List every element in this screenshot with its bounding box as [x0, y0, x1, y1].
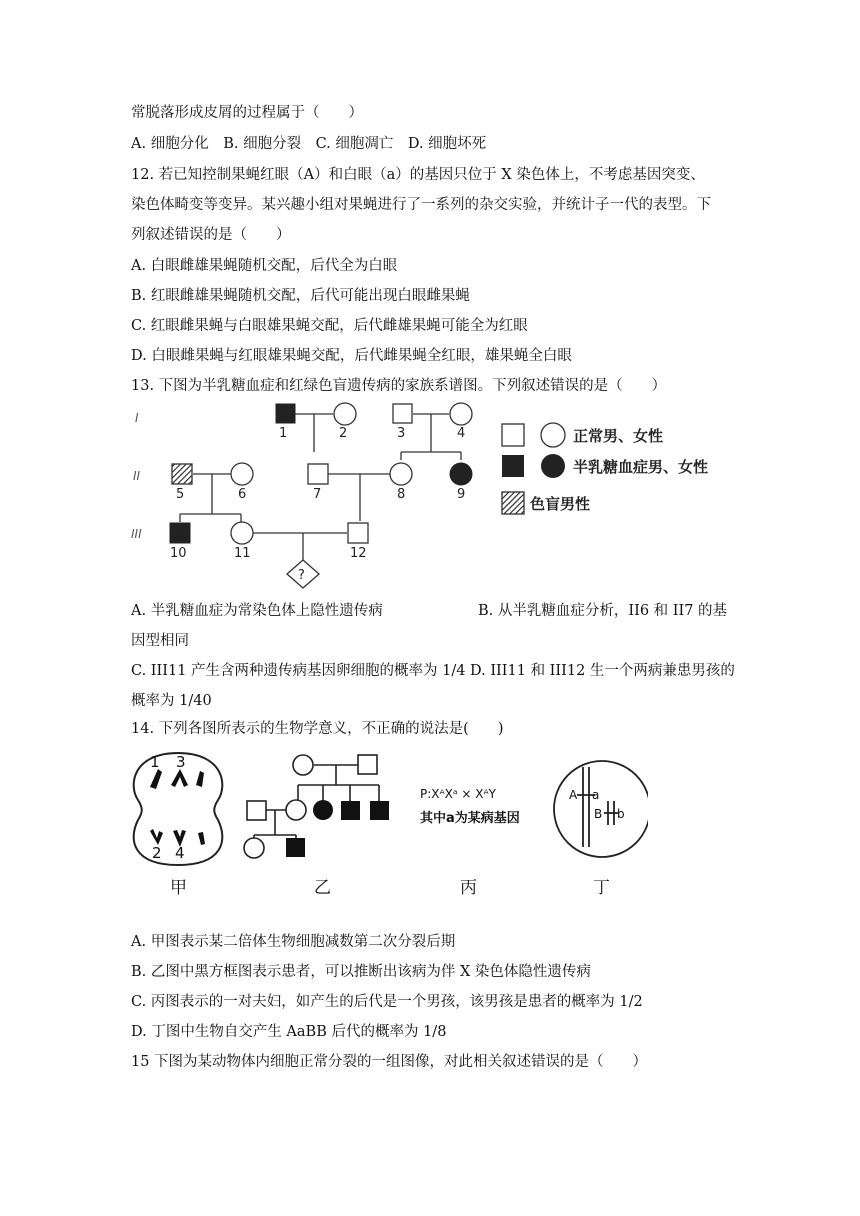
id-label-12: 12 [350, 546, 367, 561]
q11-options: A. 细胞分化 B. 细胞分裂 C. 细胞凋亡 D. 细胞坏死 [131, 136, 487, 152]
legend-normal-label: 正常男、女性 [573, 427, 664, 445]
q14-option-d: D. 丁图中生物自交产生 AaBB 后代的概率为 1/8 [131, 1024, 447, 1040]
q13-option-a: A. 半乳糖血症为常染色体上隐性遗传病 [131, 603, 383, 619]
jia-label-4: 4 [175, 844, 185, 862]
yi-son-affected-2 [370, 801, 389, 820]
q12-option-c: C. 红眼雌果蝇与白眼雄果蝇交配，后代雌雄果蝇可能全为红眼 [131, 318, 528, 334]
pedigree-individual-8 [390, 463, 412, 485]
id-label-1: 1 [279, 426, 288, 441]
id-label-5: 5 [176, 487, 185, 502]
id-label-9: 9 [457, 487, 466, 502]
pedigree-individual-5 [172, 464, 192, 484]
id-label-unknown: ? [298, 568, 305, 583]
pedigree-individual-3 [393, 404, 412, 423]
q14-option-b: B. 乙图中黑方框图表示患者，可以推断出该病为伴 X 染色体隐性遗传病 [131, 964, 591, 980]
gen-label-i: I [135, 411, 139, 425]
id-label-8: 8 [397, 487, 406, 502]
caption-ding: 丁 [593, 878, 610, 898]
pedigree-individual-2 [334, 403, 356, 425]
q12-stem-line1: 12. 若已知控制果蝇红眼（A）和白眼（a）的基因只位于 X 染色体上，不考虑基因突变、 [131, 167, 705, 183]
gen-label-iii: III [131, 527, 142, 541]
jia-chromosome-3b [196, 771, 204, 787]
jia-chromosome-1 [150, 769, 162, 789]
q13-option-d: D. III11 和 III12 生一个两病兼患男孩的 [470, 663, 735, 679]
bing-note: 其中a为某病基因 [420, 811, 520, 826]
legend-normal-female-icon [541, 423, 565, 447]
q14-option-c: C. 丙图表示的一对夫妇，如产生的后代是一个男孩，该男孩是患者的概率为 1/2 [131, 994, 643, 1010]
bing-cross: P:XᴬXᵃ × XᴬY [420, 787, 496, 801]
yi-grandchild-female [244, 838, 264, 858]
yi-in-law-male [247, 801, 266, 820]
pedigree-chart [125, 400, 735, 595]
id-label-7: 7 [313, 487, 322, 502]
legend-galactosemia-female-icon [541, 454, 565, 478]
yi-daughter-affected [313, 800, 333, 820]
q14-option-a: A. 甲图表示某二倍体生物细胞减数第二次分裂后期 [131, 934, 456, 950]
legend-galactosemia-male-icon [502, 455, 524, 477]
ding-gene-a-lower: a [592, 788, 600, 802]
q12-option-b: B. 红眼雌雄果蝇随机交配，后代可能出现白眼雌果蝇 [131, 288, 470, 304]
id-label-2: 2 [339, 426, 348, 441]
pedigree-individual-6 [231, 463, 253, 485]
q11-stem-tail: 常脱落形成皮屑的过程属于（ ） [131, 105, 363, 121]
legend-colorblind-male-icon [502, 492, 524, 514]
yi-grandchild-male-affected [286, 838, 305, 857]
pedigree-individual-10 [170, 523, 190, 543]
jia-chromosome-2 [150, 829, 163, 845]
pedigree-individual-1 [276, 404, 295, 423]
legend-galactosemia-label: 半乳糖血症男、女性 [573, 458, 709, 476]
yi-son-affected-1 [341, 801, 360, 820]
q12-option-d: D. 白眼雌果蝇与红眼雄果蝇交配，后代雌果蝇全红眼，雄果蝇全白眼 [131, 348, 572, 364]
q13-option-c: C. III11 产生含两种遗传病基因卵细胞的概率为 1/4 [131, 663, 466, 679]
q12-stem-line3: 列叙述错误的是（ ） [131, 227, 291, 243]
caption-yi: 乙 [314, 878, 331, 898]
ding-gene-a-upper: A [569, 788, 578, 802]
q15-stem: 15 下图为某动物体内细胞正常分裂的一组图像，对此相关叙述错误的是（ ） [131, 1054, 648, 1070]
q13-stem: 13. 下图为半乳糖血症和红绿色盲遗传病的家族系谱图。下列叙述错误的是（ ） [131, 378, 667, 394]
id-label-6: 6 [238, 487, 247, 502]
q14-figure [128, 745, 648, 905]
id-label-11: 11 [234, 546, 251, 561]
jia-chromosome-3 [171, 769, 188, 787]
jia-label-3: 3 [176, 753, 186, 771]
id-label-10: 10 [170, 546, 187, 561]
pedigree-individual-11 [231, 522, 253, 544]
yi-male-parent [358, 755, 377, 774]
jia-label-1: 1 [150, 753, 160, 771]
q12-stem-line2: 染色体畸变等变异。某兴趣小组对果蝇进行了一系列的杂交实验，并统计子一代的表型。下 [131, 197, 711, 213]
q13-option-d-cont: 概率为 1/40 [131, 693, 212, 709]
q12-option-a: A. 白眼雌雄果蝇随机交配，后代全为白眼 [131, 258, 398, 274]
ding-gene-b-lower: b [617, 807, 625, 821]
jia-label-2: 2 [152, 844, 162, 862]
yi-daughter-normal [286, 800, 306, 820]
ding-gene-b-upper: B [594, 807, 603, 821]
jia-chromosome-4b [198, 832, 205, 845]
yi-female-parent [293, 755, 313, 775]
pedigree-individual-7 [308, 464, 328, 484]
legend-colorblind-label: 色盲男性 [530, 495, 591, 513]
caption-jia: 甲 [170, 878, 187, 898]
pedigree-individual-12 [348, 523, 368, 543]
id-label-4: 4 [457, 426, 466, 441]
id-label-3: 3 [397, 426, 406, 441]
legend-normal-male-icon [502, 424, 524, 446]
q13-option-b: B. 从半乳糖血症分析，II6 和 II7 的基 [478, 603, 728, 619]
q13-option-b-cont: 因型相同 [131, 633, 189, 649]
pedigree-individual-9 [450, 463, 472, 485]
q14-stem: 14. 下列各图所表示的生物学意义，不正确的说法是( ) [131, 721, 504, 737]
pedigree-individual-4 [450, 403, 472, 425]
caption-bing: 丙 [460, 878, 477, 898]
gen-label-ii: II [133, 469, 141, 483]
